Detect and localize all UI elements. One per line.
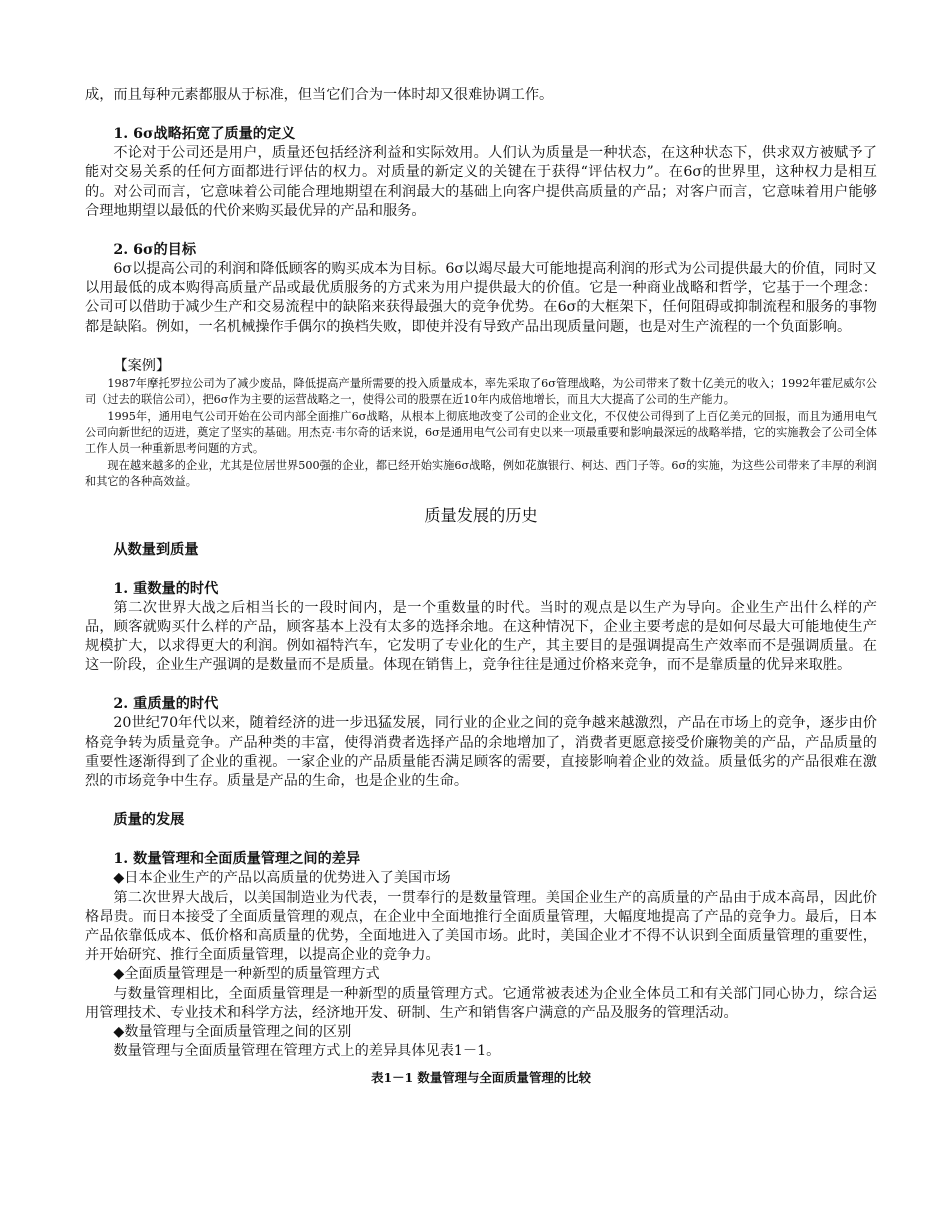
subsection-heading-quantity-to-quality: 从数量到质量 — [113, 541, 199, 558]
section-heading-management-difference: 1. 数量管理和全面质量管理之间的差异 — [113, 851, 361, 868]
section-heading-quantity-era: 1. 重数量的时代 — [113, 580, 219, 597]
section-paragraph-goal: 6σ以提高公司的利润和降低顾客的购买成本为目标。6σ以竭尽最大可能地提高利润的形式为公司提供最大的价值，同时又以用最低的成本购得高质量产品或最优质服务的方式来为用户提供最大的价值。它是一种商业战略和哲学，它基于一个理念：公司可以借助于减少生产和交易流程中的缺陷来获得最强大的竞争优势。在6σ的大框架下，任何阻碍或抑制流程和服务的事物都是缺陷。例如，一名机械操作手偶尔的换档失败，即使并没有导致产品出现质量问题，也是对生产流程的一个负面影响。 — [85, 261, 877, 335]
bullet-heading-tqm-new: ◆全面质量管理是一种新型的质量管理方式 — [113, 966, 380, 983]
bullet-paragraph-japan-market: 第二次世界大战后，以美国制造业为代表，一贯奉行的是数量管理。美国企业生产的高质量的产品由于成本高昂，因此价格昂贵。而日本接受了全面质量管理的观点，在企业中全面地推行全面质量管理，大幅度地提高了产品的竞争力。最后，日本产品依靠低成本、低价格和高质量的优势，全面地进入了美国市场。此时，美国企业才不得不认识到全面质量管理的重要性，并开始研究、推行全面质量管理，以提高企业的竞争力。 — [85, 889, 877, 964]
bullet-paragraph-tqm-new: 与数量管理相比，全面质量管理是一种新型的质量管理方式。它通常被表述为企业全体员工和有关部门同心协力，综合运用管理技术、专业技术和科学方法，经济地开发、研制、生产和销售客户满意的产品及服务的管理活动。 — [85, 985, 877, 1021]
subsection-heading-quality-development: 质量的发展 — [113, 812, 185, 829]
case-paragraph: 现在越来越多的企业，尤其是位居世界500强的企业，都已经开始实施6σ战略，例如花旗银行、柯达、西门子等。6σ的实施，为这些公司带来了丰厚的利润和其它的各种高效益。 — [85, 458, 877, 489]
section-heading-goal: 2. 6σ的目标 — [113, 242, 197, 259]
intro-line: 成，而且每种元素都服从于标准，但当它们合为一体时却又很难协调工作。 — [85, 87, 554, 103]
section-paragraph-quality-era: 20世纪70年代以来，随着经济的进一步迅猛发展，同行业的企业之间的竞争越来越激烈，产品在市场上的竞争，逐步由价格竞争转为质量竞争。产品种类的丰富，使得消费者选择产品的余地增加了，消费者更愿意接受价廉物美的产品，产品质量的重要性逐渐得到了企业的重视。一家企业的产品质量能否满足顾客的需要，直接影响着企业的效益。质量低劣的产品很难在激烈的市场竞争中生存。质量是产品的生命，也是企业的生命。 — [85, 715, 877, 790]
bullet-heading-japan-market: ◆日本企业生产的产品以高质量的优势进入了美国市场 — [113, 870, 451, 887]
document-page — [85, 86, 877, 1087]
table-caption: 表1－1 数量管理与全面质量管理的比较 — [371, 1070, 591, 1086]
history-title: 质量发展的历史 — [424, 505, 538, 525]
section-paragraph-definition: 不论对于公司还是用户，质量还包括经济利益和实际效用。人们认为质量是一种状态，在这种状态下，供求双方被赋予了能对交易关系的任何方面都进行评估的权力。对质量的新定义的关键在于获得“评估权力”。在6σ的世界里，这种权力是相互的。对公司而言，它意味着公司能合理地期望在利润最大的基础上向客户提供高质量的产品；对客户而言，它意味着用户能够合理地期望以最低的代价来购买最优异的产品和服务。 — [85, 145, 877, 219]
bullet-heading-difference: ◆数量管理与全面质量管理之间的区别 — [113, 1023, 352, 1040]
section-paragraph-quantity-era: 第二次世界大战之后相当长的一段时间内，是一个重数量的时代。当时的观点是以生产为导向。企业生产出什么样的产品，顾客就购买什么样的产品，顾客基本上没有太多的选择余地。在这种情况下，企业主要考虑的是如何尽最大可能地使生产规模扩大，以求得更大的利润。例如福特汽车，它发明了专业化的生产，其主要目的是强调提高生产效率而不是强调质量。在这一阶段，企业生产强调的是数量而不是质量。体现在销售上，竞争往往是通过价格来竞争，而不是靠质量的优异来取胜。 — [85, 599, 877, 674]
section-heading-quality-era: 2. 重质量的时代 — [113, 696, 219, 713]
case-title: 【案例】 — [113, 357, 171, 374]
bullet-paragraph-difference: 数量管理与全面质量管理在管理方式上的差异具体见表1－1。 — [113, 1043, 501, 1060]
section-heading-definition: 1. 6σ战略拓宽了质量的定义 — [113, 126, 296, 143]
case-paragraph: 1995年，通用电气公司开始在公司内部全面推广6σ战略，从根本上彻底地改变了公司的企业文化，不仅使公司得到了上百亿美元的回报，而且为通用电气公司向新世纪的迈进，奠定了坚实的基础。用杰克·韦尔奇的话来说，6σ是通用电气公司有史以来一项最重要和影响最深远的战略举措，它的实施教会了公司全体工作人员一种重新思考问题的方式。 — [85, 409, 877, 456]
case-paragraph: 1987年摩托罗拉公司为了减少废品，降低提高产量所需要的投入质量成本，率先采取了6σ管理战略，为公司带来了数十亿美元的收入；1992年霍尼威尔公司（过去的联信公司），把6σ作为主要的运营战略之一，使得公司的股票在近10年内成倍地增长，而且大大提高了公司的生产能力。 — [85, 376, 877, 407]
